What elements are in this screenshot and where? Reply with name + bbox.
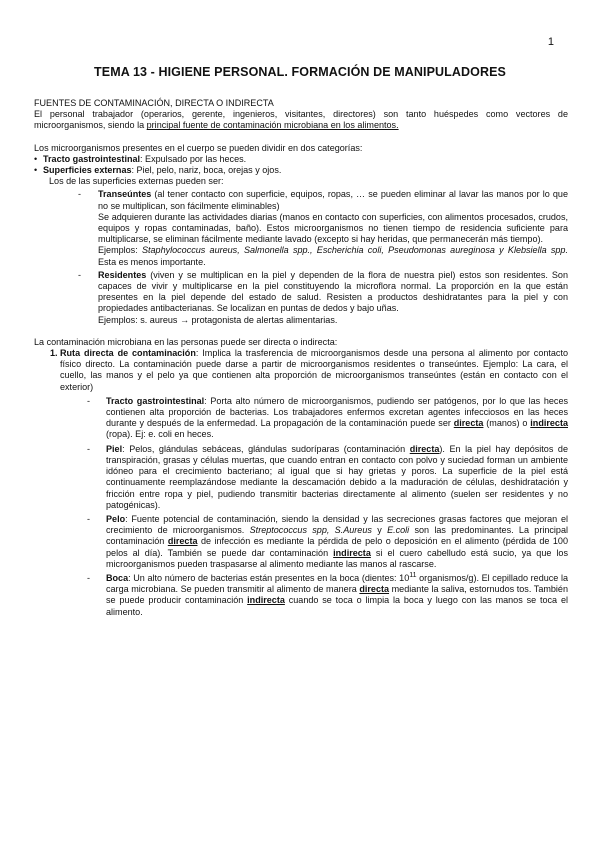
sub-pelo-text-b: son las predominantes. La principal contaminación — [106, 525, 568, 547]
sub-boca-label: Boca — [106, 572, 129, 583]
tracto-label: Tracto gastrointestinal — [43, 153, 141, 164]
categories-intro: Los microorganismos presentes en el cuerpo se pueden dividir en dos categorías: — [34, 142, 363, 153]
indirecta-keyword: indirecta — [333, 547, 371, 558]
directa-keyword: directa — [453, 418, 484, 429]
sub-boca-text-b: organismos/g). El cepillado reduce la carga microbiana. Se pueden transmitir al alimento de manera — [106, 572, 568, 595]
sub-tracto-text: : Porta alto número de microorganismos, pudiendo ser patógenos, por lo que las heces contienen alta proporción de bacterias. Los trabajadores enfermos excretan agentes infecciosos en las heces durante y después de la enfermedad. La propagación de la contaminación puede ser — [106, 395, 568, 429]
sub-item-pelo — [34, 514, 568, 570]
sub-tracto-label: Tracto gastrointestinal — [106, 395, 205, 406]
sub-item-boca — [34, 573, 568, 618]
species-italic-2: E.coli — [387, 525, 410, 536]
residentes-label: Residentes — [98, 269, 147, 280]
species-italic: Streptococcus spp, S.Aureus — [249, 525, 372, 536]
surface-intro: Los de las superficies externas pueden ser: — [49, 176, 224, 187]
sub-piel-text-b: ). En la piel hay depósitos de transpiración, grasas y células muertas, que cuando entran en contacto con polvo y suciedad forman un ambiente idóneo para el crecimiento bacteriano; al igual que si hay grietas y poros. La superficie de la piel está continuamente reemplazándose mediante la descamación debido a la maduración de células, deshidratación y fricción entre ropa y piel, pudiendo transmitir bacterias directamente al alimento (suelen ser residentes y no patogénicas). — [106, 443, 568, 510]
list-item-tracto — [34, 154, 568, 165]
directa-keyword: directa — [359, 584, 390, 595]
sub-pelo-text: : Fuente potencial de contaminación, siendo la densidad y las secreciones grasas factores que mejoran el crecimiento de microorganismos. — [106, 513, 568, 536]
residentes-examples: Ejemplos: s. aureus → protagonista de alertas alimentarias. — [98, 314, 338, 325]
tracto-text: : Expulsado por las heces. — [140, 153, 247, 164]
examples-prefix: Ejemplos: — [98, 245, 142, 256]
sub-boca-text: : Un alto número de bacterias están presentes en la boca (dientes: 10 — [128, 572, 410, 583]
list-item-superficies — [34, 165, 568, 176]
sub-item-piel — [34, 444, 568, 511]
sub-piel-text: : Pelos, glándulas sebáceas, glándulas sudoríparas (contaminación — [122, 443, 410, 454]
numbered-item-ruta-directa — [34, 348, 568, 393]
document-title: TEMA 13 - HIGIENE PERSONAL. FORMACIÓN DE MANIPULADORES — [94, 65, 506, 79]
list-item-residentes — [34, 270, 568, 326]
conjunction: y — [371, 525, 388, 536]
exponent: 11 — [409, 571, 417, 579]
sub-boca-text-d: cuando se toca o limpia la boca y luego con las manos se toca el alimento. — [106, 595, 568, 617]
categories-list — [34, 154, 568, 176]
sub-piel-label: Piel — [106, 443, 123, 454]
examples-species: Staphylococcus aureus, Salmonella spp., Escherichia coli, Pseudomonas aureginosa y Klebsiella spp. — [141, 245, 568, 256]
list-item-transeuntes — [34, 189, 568, 267]
indirecta-keyword: indirecta — [530, 418, 568, 429]
directa-keyword: directa — [167, 536, 198, 547]
item-number: 1. — [50, 348, 58, 359]
document-body — [34, 98, 568, 618]
sub-pelo-text-d: si el cuero cabelludo está sucio, ya que los microorganismos pueden traspasarse al alimento mediante las manos al rascarse. — [106, 547, 568, 569]
section-heading: FUENTES DE CONTAMINACIÓN, DIRECTA O INDIRECTA — [34, 98, 274, 108]
intro-text: El personal trabajador (operarios, gerente, ingenieros, visitantes, directores) son tanto huéspedes como vectores de microorganismos, siendo la — [34, 109, 568, 131]
sub-tracto-text-c: (ropa). Ej: e. coli en heces. — [106, 429, 214, 440]
residentes-text: (viven y se multiplican en la piel y dependen de la flora de nuestra piel) estos son residentes. Son capaces de vivir y multiplicarse en la piel constituyendo la microflora normal. La proporción en la que están presentes en la piel depende del estado de salud. Resisten a productos deshidratantes para la piel y con propiedades antibacterianas. Se localizan en puntas de dedos y bajo uñas. — [98, 269, 568, 314]
sub-boca-text-c: mediante la saliva, estornudos tos. También se puede producir contaminación — [106, 584, 568, 606]
ruta-directa-text: : Implica la trasferencia de microorganismos desde una persona al alimento por contacto físico directo. La contaminación puede darse a partir de microorganismos residentes o transeúntes. Ejemplo: La cara, el cuello, las manos y el pelo ya que contienen alta proporción de microorganismos transeúntes (están en contacto con el exterior) — [60, 348, 569, 392]
sub-pelo-label: Pelo — [106, 513, 126, 524]
indirecta-keyword: indirecta — [247, 595, 285, 606]
sub-tracto-text-b: (manos) o — [483, 418, 531, 429]
page-number: 1 — [547, 36, 554, 48]
directa-keyword: directa — [409, 443, 440, 454]
contamination-intro: La contaminación microbiana en las personas puede ser directa o indirecta: — [34, 336, 338, 347]
sub-item-tracto — [34, 396, 568, 441]
examples-suffix: Esta es menos importante. — [98, 256, 206, 267]
superficies-text: : Piel, pelo, nariz, boca, orejas y ojos. — [131, 165, 282, 176]
intro-underlined-text: principal fuente de contaminación microbiana en los alimentos. — [146, 120, 399, 131]
intro-paragraph — [34, 109, 568, 131]
transeuntes-text: (al tener contacto con superficie, equipos, ropas, … se pueden eliminar al lavar las manos por lo que no se multiplican, son fácilmente eliminables) — [98, 189, 568, 211]
superficies-label: Superficies externas — [43, 165, 132, 176]
ruta-directa-label: Ruta directa de contaminación — [60, 348, 196, 359]
transeuntes-label: Transeúntes — [98, 189, 152, 200]
transeuntes-examples — [98, 245, 568, 267]
sub-pelo-text-c: de infección es mediante la pérdida de pelo o deposición en el alimento (pérdida de 100 pelos al día). También se puede dar contaminación — [106, 536, 568, 558]
transeuntes-paragraph: Se adquieren durante las actividades diarias (manos en contacto con superficies, con alimentos procesados, crudos, equipos y ropas contaminadas, baño). Estos microorganismos no tienen tiempo de residencia suficiente para multiplicarse, se eliminan fácilmente mediante lavado (excepto si hay heridas, que permanecerán más tiempo). — [98, 211, 568, 245]
